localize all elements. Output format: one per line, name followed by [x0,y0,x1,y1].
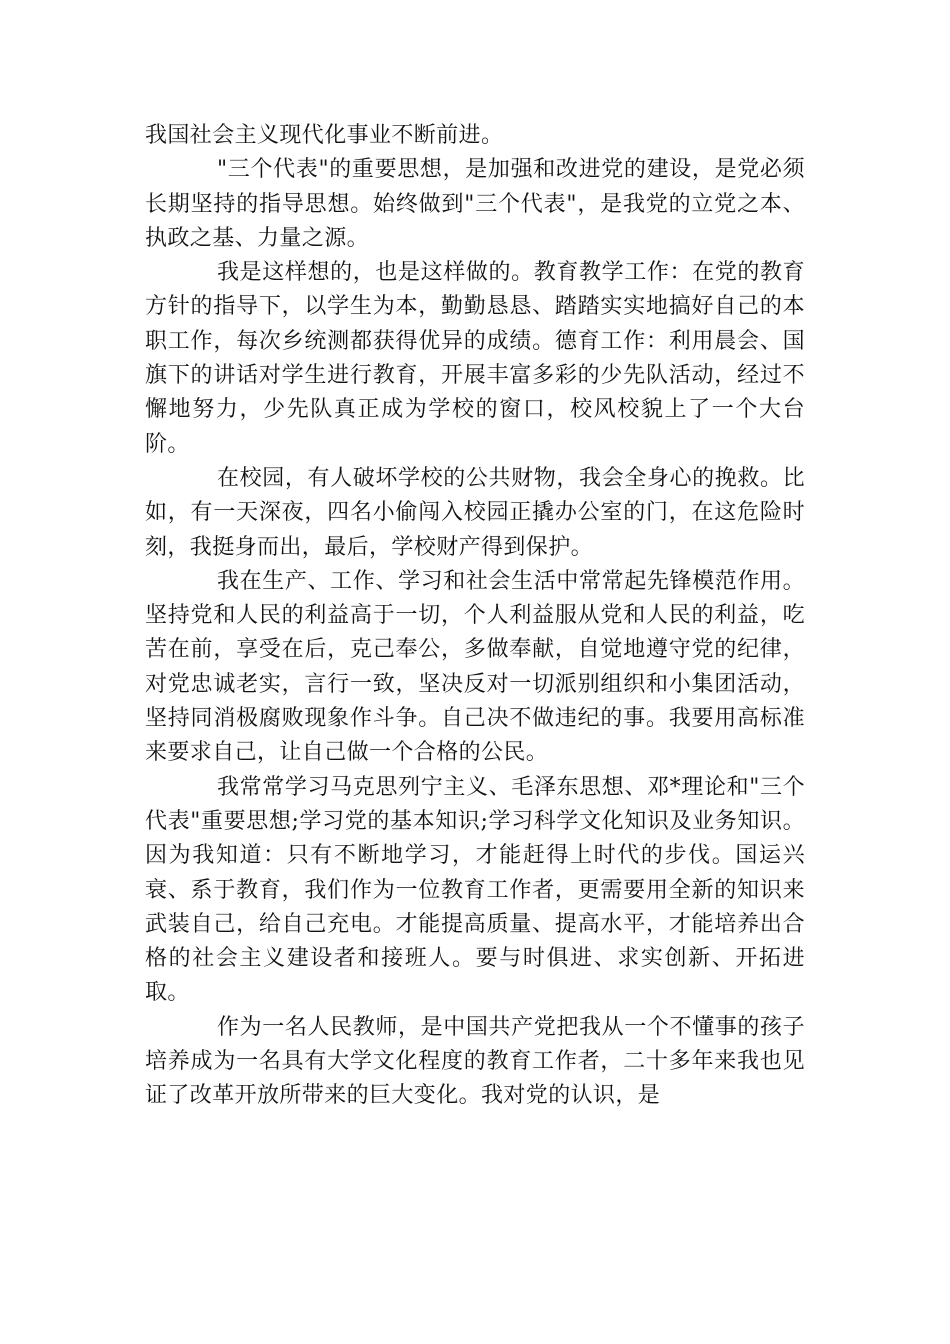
body-text [145,119,805,1114]
paragraph-teaching-work: 我是这样想的，也是这样做的。教育教学工作：在党的教育方针的指导下，以学生为本，勤勤恳恳、踏踏实实地搞好自己的本职工作，每次乡统测都获得优异的成绩。德育工作：利用晨会、国旗下的讲话对学生进行教育，开展丰富多彩的少先队活动，经过不懈地努力，少先队真正成为学校的窗口，校风校貌上了一个大台阶。 [145,260,805,457]
paragraph-study: 我常常学习马克思列宁主义、毛泽东思想、邓*理论和"三个代表"重要思想;学习党的基本知识;学习科学文化知识及业务知识。因为我知道：只有不断地学习，才能赶得上时代的步伐。国运兴衰、系于教育，我们作为一位教育工作者，更需要用全新的知识来武装自己，给自己充电。才能提高质量、提高水平，才能培养出合格的社会主义建设者和接班人。要与时俱进、求实创新、开拓进取。 [145,774,805,1006]
paragraph-three-represents: "三个代表"的重要思想，是加强和改进党的建设，是党必须长期坚持的指导思想。始终做到"三个代表"，是我党的立党之本、执政之基、力量之源。 [145,157,805,251]
paragraph-teacher-reflection: 作为一名人民教师，是中国共产党把我从一个不懂事的孩子培养成为一名具有大学文化程度的教育工作者，二十多年来我也见证了改革开放所带来的巨大变化。我对党的认识，是 [145,1014,805,1109]
paragraph-vanguard-role: 我在生产、工作、学习和社会生活中常常起先锋模范作用。坚持党和人民的利益高于一切，个人利益服从党和人民的利益，吃苦在前，享受在后，克己奉公，多做奉献，自觉地遵守党的纪律，对党忠诚老实，言行一致，坚决反对一切派别组织和小集团活动，坚持同消极腐败现象作斗争。自己决不做违纪的事。我要用高标准来要求自己，让自己做一个合格的公民。 [145,568,805,766]
paragraph-campus-protection: 在校园，有人破坏学校的公共财物，我会全身心的挽救。比如，有一天深夜，四名小偷闯入校园正撬办公室的门，在这危险时刻，我挺身而出，最后，学校财产得到保护。 [145,465,805,560]
paragraph-continuation: 我国社会主义现代化事业不断前进。 [145,123,504,148]
